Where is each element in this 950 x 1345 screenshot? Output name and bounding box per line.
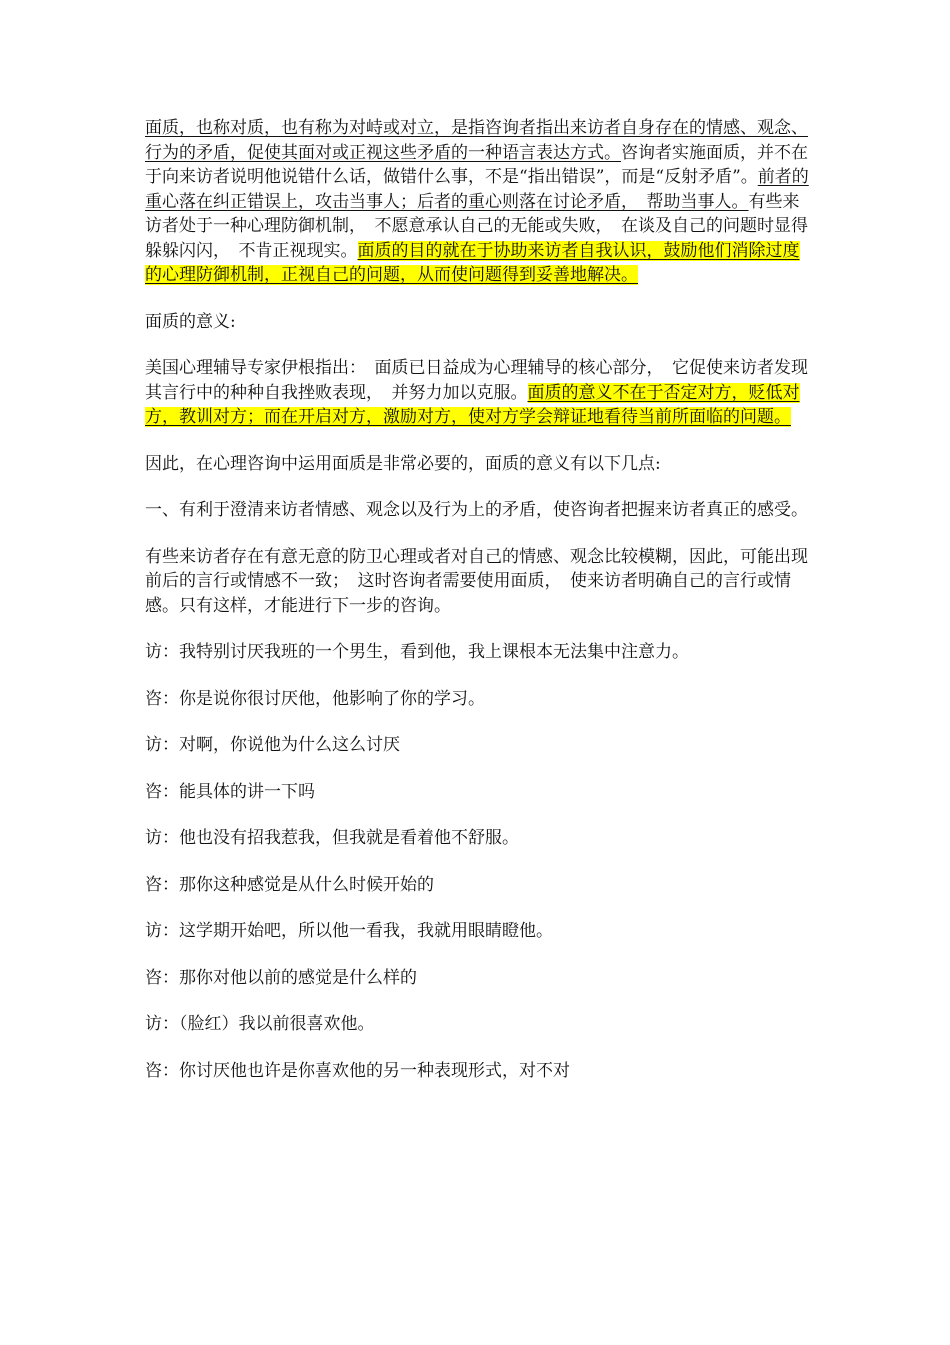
dialog-line: 访：（脸红）我以前很喜欢他。 (145, 1014, 375, 1034)
defense-paragraph: 有些来访者存在有意无意的防卫心理或者对自己的情感、观念比较模糊，因此，可能出现前后的言行或情感不一致； 这时咨询者需要使用面质， 使来访者明确自己的言行或情感。只有这样，才能进行下一步的咨询。 (145, 546, 808, 616)
dialog-example (145, 640, 810, 1083)
document-body (145, 116, 810, 1105)
dialog-line: 咨：那你对他以前的感觉是什么样的 (145, 967, 417, 988)
dialog-line: 访：我特别讨厌我班的一个男生，看到他，我上课根本无法集中注意力。 (145, 642, 689, 662)
dialog-line: 咨：能具体的讲一下吗 (145, 781, 315, 802)
defense-text: 有些来访者处于一种心理防御机制， 不愿意承认自己的无能或失败， 在谈及自己的问题时显得躲躲闪闪， 不肯正视现实。 (145, 191, 808, 261)
contrast-underlined-text: 前者的重心落在纠正错误上，攻击当事人；后者的重心则落在讨论矛盾， 帮助当事人。 (145, 167, 809, 212)
dialog-line: 咨：那你这种感觉是从什么时候开始的 (145, 874, 434, 895)
definition-text: 咨询者实施面质，并不在于向来访者说明他说错什么话，做错什么事，不是“指出错误”，而是“反射矛盾”。 (145, 142, 808, 187)
definition-underlined-text: 面质，也称对质，也有称为对峙或对立，是指咨询者指出来访者自身存在的情感、观念、行为的矛盾，促使其面对或正视这些矛盾的一种语言表达方式。 (145, 118, 808, 163)
dialog-line: 访：他也没有招我惹我，但我就是看着他不舒服。 (145, 828, 519, 848)
egan-paragraph (145, 356, 810, 430)
egan-text: 美国心理辅导专家伊根指出： 面质已日益成为心理辅导的核心部分， 它促使来访者发现其言行中的种种自我挫败表现， 并努力加以克服。 (145, 358, 808, 403)
dialog-line: 访：对啊，你说他为什么这么讨厌 (145, 735, 400, 755)
dialog-line: 咨：你讨厌他也许是你喜欢他的另一种表现形式，对不对 (145, 1060, 570, 1081)
purpose-highlight: 面质的目的就在于协助来访者自我认识，鼓励他们消除过度的心理防御机制，正视自己的问题，从而使问题得到妥善地解决。 (145, 240, 800, 285)
definition-paragraph (145, 116, 810, 288)
dialog-line: 访：这学期开始吧，所以他一看我，我就用眼睛瞪他。 (145, 921, 553, 941)
necessity-paragraph: 因此，在心理咨询中运用面质是非常必要的，面质的意义有以下几点: (145, 453, 661, 474)
point-one: 一、有利于澄清来访者情感、观念以及行为上的矛盾，使咨询者把握来访者真正的感受。 (145, 500, 808, 520)
section-heading-meaning: 面质的意义: (145, 311, 236, 332)
dialog-line: 咨：你是说你很讨厌他，他影响了你的学习。 (145, 688, 485, 709)
meaning-highlight: 面质的意义不在于否定对方，贬低对方，教训对方；而在开启对方，激励对方，使对方学会辩证地看待当前所面临的问题。 (145, 382, 800, 427)
